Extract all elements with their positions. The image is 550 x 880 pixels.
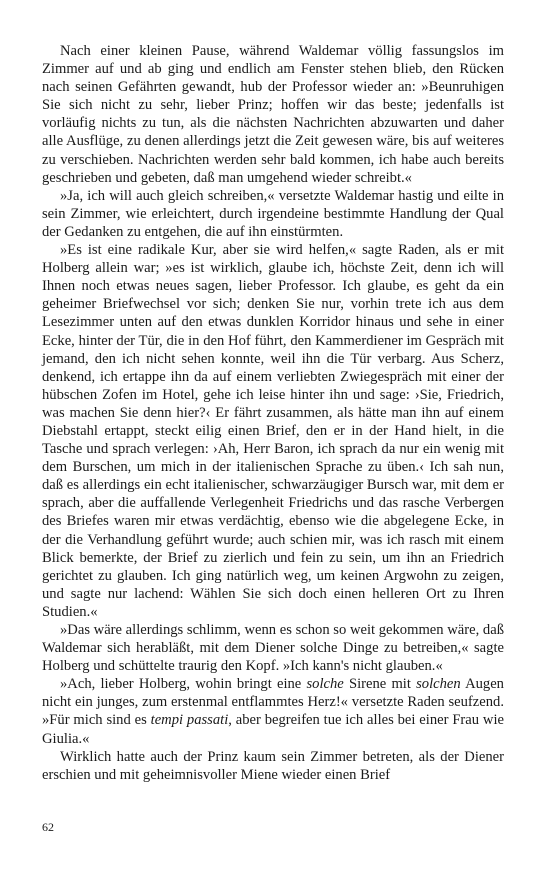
italic-text: tempi passati [150,712,229,729]
page-body [42,42,504,784]
paragraph-text: »Ach, lieber Holberg, wohin bringt eine [60,676,307,693]
paragraph-text: Nach einer kleinen Pause, während Waldemar völlig fassungslos im Zimmer auf und ab ging und endlich am Fenster stehen blieb, den Rücken nach seinen Gefährten gewandt, hub der Professor wieder an: »Beunruhigen Sie sich nicht zu sehr, lieber Prinz; hoffen wir das beste; jedenfalls ist vorläufig nichts zu tun, als die nächsten Nachrichten abzuwarten und daher alle Ausflüge, zu denen allerdings jetzt die Zeit gewesen wäre, bis auf weiteres zu verschieben. Nachrichten werden sehr bald kommen, ich habe auch bereits geschrieben und gebeten, daß man umgehend wieder schreibt.« [42,43,504,186]
paragraph-text: »Es ist eine radikale Kur, aber sie wird helfen,« sagte Raden, als er mit Holberg allein war; »es ist wirklich, glaube ich, höchste Zeit, denn ich will Ihnen noch etwas neues sagen, lieber Professor. Ich glaube, es geht da ein geheimer Briefwechsel vor sich; denken Sie nur, vorhin trete ich aus dem Lesezimmer unten auf den etwas dunklen Korridor hinaus und sehe in einer Ecke, hinter der Tür, die in den Hof führt, den Kammerdiener im Gespräch mit jemand, den ich nicht sehen konnte, weil ihn die Tür verbarg. Aus Scherz, denkend, ich ertappe ihn da auf einem verliebten Zwiegespräch mit einer der hübschen Zofen im Hotel, gehe ich leise hinter ihn und sage: ›Sie, Friedrich, was machen Sie denn hier?‹ Er fährt zusammen, als hätte man ihn auf einem Diebstahl ertappt, steckt eilig einen Brief, den er in der Hand hielt, in die Tasche und sprach verlegen: ›Ah, Herr Baron, ich sprach da nur ein wenig mit dem Burschen, um mich in der italienischen Sprache zu üben.‹ Ich sah nun, daß es allerdings ein echt italienischer, schwarzäugiger Bursch war, mit dem er sprach, aber die auffallende Verlegenheit Friedrichs und das rasche Verbergen des Briefes waren mir etwas verdächtig, ebenso wie die abgelegene Ecke, in der die Verhandlung geführt wurde; auch schien mir, was ich rasch mit einem Blick bemerkte, der Brief zu zierlich und fein zu sein, um ihn an Friedrich gerichtet zu glauben. Ich ging natürlich weg, um keinen Argwohn zu zeigen, und sagte nur lachend: Wählen Sie sich doch einen helleren Ort zu Ihren Studien.« [42,242,504,620]
paragraph-text: Wirklich hatte auch der Prinz kaum sein Zimmer betreten, als der Diener erschien und mit geheimnisvoller Miene wieder einen Brief [42,748,504,783]
paragraph [42,621,504,675]
italic-text: solchen [416,676,461,693]
paragraph-text: Sirene mit [343,676,417,693]
paragraph-text: Augen nicht ein junges, zum erstenmal entflammtes Herz!« versetzte Raden seufzend. »Für mich sind es [42,676,504,729]
paragraph [42,42,504,187]
page-number: 62 [42,820,54,834]
paragraph [42,748,504,784]
paragraph [42,241,504,621]
paragraph-text: , aber begreifen tue ich alles bei einer Frau wie Giulia.« [42,712,504,747]
paragraph [42,675,504,747]
paragraph [42,187,504,241]
italic-text: solche [306,676,344,693]
paragraph-text: »Ja, ich will auch gleich schreiben,« versetzte Waldemar hastig und eilte in sein Zimmer, wie erleichtert, durch irgendeine bestimmte Handlung der Qual der Gedanken zu entgehen, die auf ihn einstürmten. [42,187,504,240]
paragraph-text: »Das wäre allerdings schlimm, wenn es schon so weit gekommen wäre, daß Waldemar sich herabläßt, mit dem Diener solche Dinge zu betreiben,« sagte Holberg und schüttelte traurig den Kopf. »Ich kann's nicht glauben.« [42,622,504,675]
